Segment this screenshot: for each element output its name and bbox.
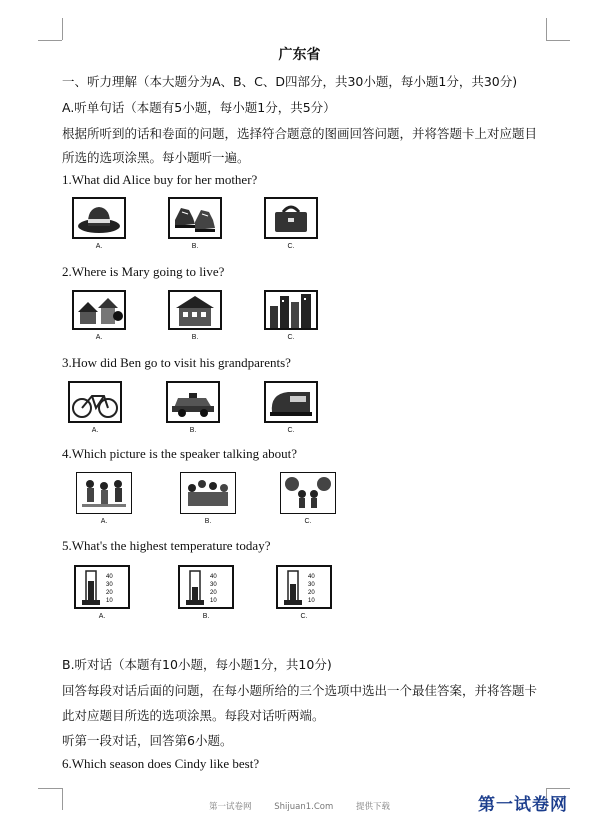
people-scene-icon: [76, 472, 132, 514]
people-trees-icon: [280, 472, 336, 514]
scale-30: 30: [210, 582, 217, 588]
option-label-c: C.: [287, 334, 295, 341]
option-label-b: B.: [191, 334, 199, 341]
footer-download: 提供下载: [355, 802, 390, 812]
scale-20: 20: [308, 590, 315, 596]
question-1: 1.What did Alice buy for her mother?: [62, 172, 258, 187]
people-group-icon: [180, 472, 236, 514]
scale-10: 10: [308, 598, 315, 604]
option-label-b: B.: [202, 613, 210, 620]
q2-option-a[interactable]: [72, 290, 126, 341]
q3-option-b[interactable]: [166, 381, 220, 434]
scale-40: 40: [308, 574, 315, 580]
scale-40: 40: [210, 574, 217, 580]
option-label-c: C.: [287, 243, 295, 250]
scale-10: 10: [210, 598, 217, 604]
q5-option-c[interactable]: [276, 565, 332, 620]
scale-20: 20: [106, 590, 113, 596]
option-label-a: A.: [100, 518, 108, 525]
option-label-a: A.: [91, 427, 99, 434]
q5-option-b[interactable]: [178, 565, 234, 620]
q1-option-b[interactable]: [168, 197, 222, 250]
q3-option-a[interactable]: [68, 381, 122, 434]
q2-option-c[interactable]: [264, 290, 318, 341]
footer-site-cn: 第一试卷网: [209, 802, 252, 812]
crop-mark-tl-v: [62, 18, 63, 40]
option-label-c: C.: [287, 427, 295, 434]
instruction-b-line-2: 此对应题目所选的选项涂黑。每段对话听两端。: [62, 708, 325, 723]
question-3: 3.How did Ben go to visit his grandparents?: [62, 355, 291, 370]
hat-icon: [72, 197, 126, 239]
option-label-b: B.: [191, 243, 199, 250]
scale-30: 30: [106, 582, 113, 588]
q4-option-b[interactable]: [180, 472, 236, 525]
thermometer-icon: [74, 565, 130, 609]
handbag-icon: [264, 197, 318, 239]
brand-logo: 第一试卷网: [478, 795, 568, 815]
section-heading: 一、听力理解（本大题分为A、B、C、D四部分，共30小题，每小题1分，共30分): [62, 74, 518, 89]
option-label-c: C.: [300, 613, 308, 620]
instruction-line-1: 根据所听到的话和卷面的问题，选择符合题意的图画回答问题，并将答题卡上对应题目: [62, 126, 538, 141]
q5-option-a[interactable]: [74, 565, 130, 620]
thermometer-icon: [276, 565, 332, 609]
instruction-b-line-1: 回答每段对话后面的问题，在每小题所给的三个选项中选出一个最佳答案，并将答题卡: [62, 683, 538, 698]
question-5: 5.What's the highest temperature today?: [62, 538, 271, 553]
scale-10: 10: [106, 598, 113, 604]
part-b-heading: B.听对话（本题有10小题，每小题1分，共10分): [62, 657, 332, 672]
instruction-b-line-3: 听第一段对话，回答第6小题。: [62, 733, 233, 748]
scale-20: 20: [210, 590, 217, 596]
part-a-heading: A.听单句话（本题有5小题，每小题1分，共5分）: [62, 100, 336, 115]
option-label-c: C.: [304, 518, 312, 525]
option-label-a: A.: [98, 613, 106, 620]
sneakers-icon: [168, 197, 222, 239]
crop-mark-tr-v: [546, 18, 547, 40]
village-icon: [72, 290, 126, 330]
footer-site-en[interactable]: Shijuan1.Com: [274, 802, 334, 812]
scale-30: 30: [308, 582, 315, 588]
house-icon: [168, 290, 222, 330]
instruction-line-2: 所选的选项涂黑。每小题听一遍。: [62, 150, 250, 165]
option-label-b: B.: [189, 427, 197, 434]
q4-option-a[interactable]: [76, 472, 132, 525]
question-2: 2.Where is Mary going to live?: [62, 264, 225, 279]
option-label-a: A.: [95, 334, 103, 341]
bicycle-icon: [68, 381, 122, 423]
train-icon: [264, 381, 318, 423]
q4-option-c[interactable]: [280, 472, 336, 525]
question-4: 4.Which picture is the speaker talking about?: [62, 446, 298, 461]
crop-mark-bl-h: [38, 788, 62, 789]
question-6: 6.Which season does Cindy like best?: [62, 756, 260, 771]
q3-option-c[interactable]: [264, 381, 318, 434]
page-title: 广东省: [278, 47, 321, 63]
crop-mark-tr-h: [546, 40, 570, 41]
scale-40: 40: [106, 574, 113, 580]
q2-option-b[interactable]: [168, 290, 222, 341]
thermometer-icon: [178, 565, 234, 609]
q1-option-c[interactable]: [264, 197, 318, 250]
crop-mark-tl-h: [38, 40, 62, 41]
taxi-icon: [166, 381, 220, 423]
city-buildings-icon: [264, 290, 318, 330]
option-label-a: A.: [95, 243, 103, 250]
option-label-b: B.: [204, 518, 212, 525]
crop-mark-br-h: [546, 788, 570, 789]
q1-option-a[interactable]: [72, 197, 126, 250]
